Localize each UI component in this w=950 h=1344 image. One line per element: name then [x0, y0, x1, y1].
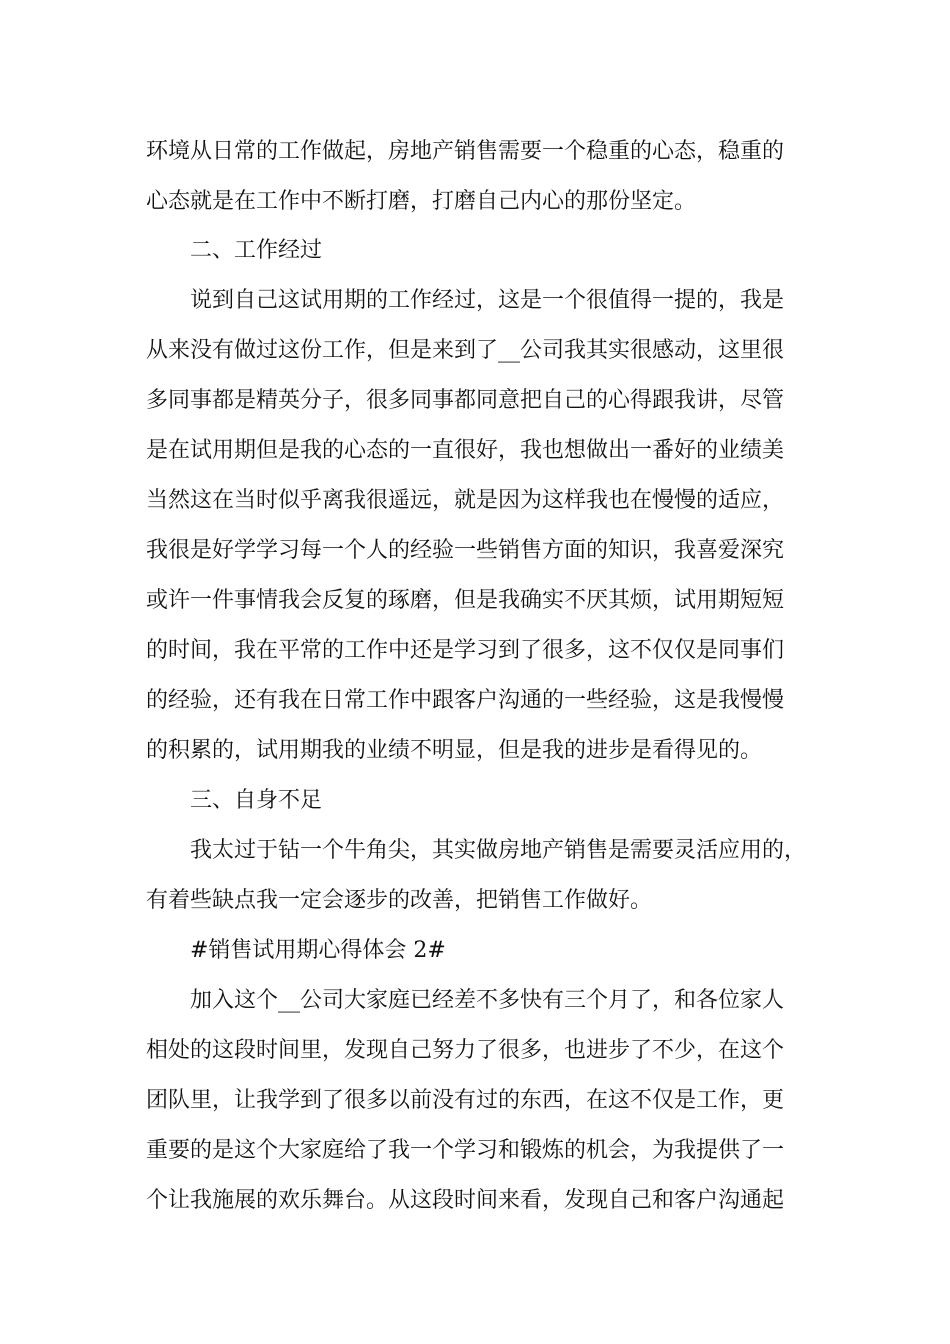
paragraph-line: 说到自己这试用期的工作经过，这是一个很值得一提的，我是	[190, 288, 785, 313]
paragraph-line: 多同事都是精英分子，很多同事都同意把自己的心得跟我讲，尽管	[146, 388, 785, 413]
section-heading: 三、自身不足	[190, 788, 323, 813]
paragraph-line: 有着些缺点我一定会逐步的改善，把销售工作做好。	[146, 888, 653, 913]
paragraph-line: 我太过于钻一个牛角尖，其实做房地产销售是需要灵活应用的，	[190, 838, 807, 863]
paragraph-line: 的经验，还有我在日常工作中跟客户沟通的一些经验，这是我慢慢	[146, 688, 785, 713]
paragraph-line: 心态就是在工作中不断打磨，打磨自己内心的那份坚定。	[146, 189, 697, 214]
paragraph-line: 是在试用期但是我的心态的一直很好，我也想做出一番好的业绩美	[146, 438, 785, 463]
section-heading: #销售试用期心得体会 2#	[190, 938, 446, 963]
paragraph-line: 的时间，我在平常的工作中还是学习到了很多，这不仅仅是同事们	[146, 638, 785, 663]
paragraph-line: 团队里，让我学到了很多以前没有过的东西，在这不仅是工作，更	[146, 1088, 785, 1113]
paragraph-line: 从来没有做过这份工作，但是来到了__公司我其实很感动，这里很	[146, 338, 785, 363]
paragraph-line: 的积累的，试用期我的业绩不明显，但是我的进步是看得见的。	[146, 738, 763, 763]
paragraph-line: 我很是好学学习每一个人的经验一些销售方面的知识，我喜爱深究	[146, 538, 785, 563]
paragraph-line: 或许一件事情我会反复的琢磨，但是我确实不厌其烦，试用期短短	[146, 588, 785, 613]
paragraph-line: 环境从日常的工作做起，房地产销售需要一个稳重的心态，稳重的	[146, 139, 785, 164]
paragraph-line: 个让我施展的欢乐舞台。从这段时间来看，发现自己和客户沟通起	[146, 1188, 785, 1213]
paragraph-line: 相处的这段时间里，发现自己努力了很多，也进步了不少，在这个	[146, 1038, 785, 1063]
paragraph-line: 加入这个__公司大家庭已经差不多快有三个月了，和各位家人	[190, 988, 785, 1013]
section-heading: 二、工作经过	[190, 238, 323, 263]
paragraph-line: 重要的是这个大家庭给了我一个学习和锻炼的机会，为我提供了一	[146, 1138, 785, 1163]
paragraph-line: 当然这在当时似乎离我很遥远，就是因为这样我也在慢慢的适应，	[146, 488, 785, 513]
